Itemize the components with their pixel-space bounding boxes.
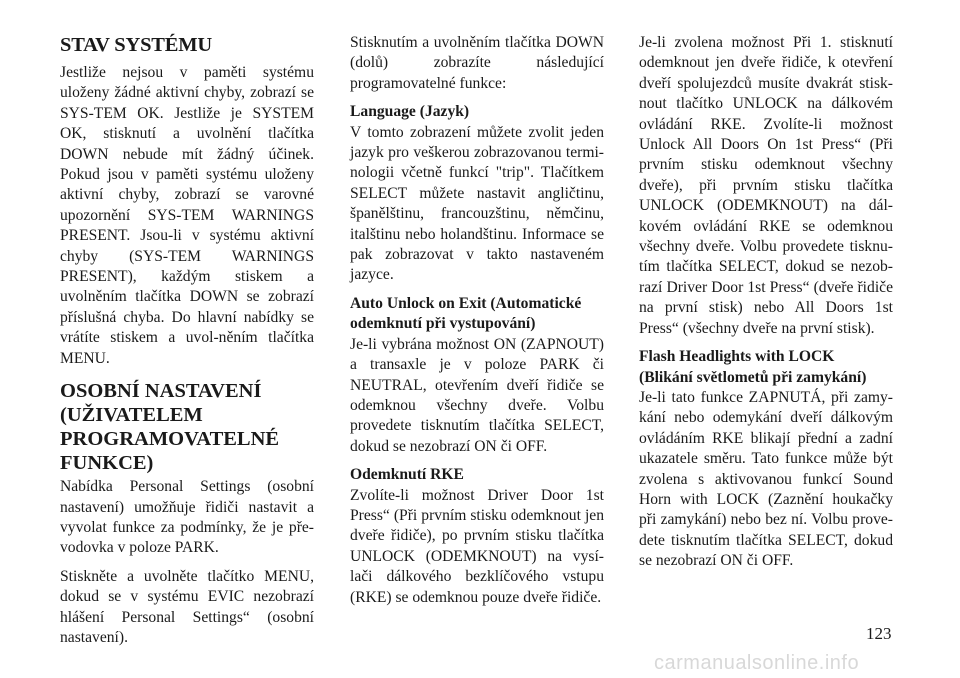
page-number: 123	[866, 624, 892, 643]
heading-system-status: STAV SYSTÉMU	[60, 34, 212, 56]
heading-personal-settings: OSOBNÍ NASTAVENÍ (UŽIVATELEM PROGRAMOVATELNÉ FUNKCE)	[60, 380, 280, 475]
heading-flash-headlights-cz: (Blikání světlometů při zamykání)	[639, 368, 867, 386]
column-3	[639, 33, 893, 580]
paragraph-language: V tomto zobrazení můžete zvolit jeden jazyk pro veškerou zobrazovanou termi-nologii včetně funkcí "trip". Tlačítkem SELECT můžete nastavit angličtinu, španělštinu, francouzštinu, němčinu, italštinu nebo holandštinu. Informace se pak zobrazovat v takto nastaveném jazyce.	[350, 123, 604, 284]
paragraph-flash-headlights: Je-li tato funkce ZAPNUTÁ, při zamy-kání nebo odemykání dveří dálkovým ovládáním RKE blikají přední a zadní ukazatele směru. Tato funkce může být zvolena s aktivovanou funkcí Sound Horn with LOCK (Zaznění houkačky při zamykání) nebo bez ní. Volbu prove-dete tisknutím tlačítka SELECT, dokud se nezobrazí ON či OFF.	[639, 388, 893, 570]
paragraph-rke-unlock: Zvolíte-li možnost Driver Door 1st Press“ (Při prvním stisku odemknout jen dveře řidiče), po prvním stisku tlačítka UNLOCK (ODEMKNOUT) na vysí-lači dálkového bezklíčového vstupu (RKE) se odemknou pouze dveře řidiče.	[350, 486, 604, 606]
paragraph-personal-settings-menu: Stiskněte a uvolněte tlačítko MENU, dokud se v systému EVIC nezobrazí hlášení Personal Settings“ (osobní nastavení).	[60, 567, 314, 646]
paragraph-programmable-functions: Stisknutím a uvolněním tlačítka DOWN (dolů) zobrazíte následující programovatelné funkce:	[350, 34, 604, 92]
heading-flash-headlights: Flash Headlights with LOCK	[639, 348, 835, 366]
heading-auto-unlock: Auto Unlock on Exit (Automatické odemknutí při vystupování)	[350, 294, 582, 333]
column-1	[60, 33, 314, 656]
heading-language: Language (Jazyk)	[350, 103, 470, 121]
watermark: carmanualsonline.info	[654, 652, 860, 674]
paragraph-auto-unlock: Je-li vybrána možnost ON (ZAPNOUT) a transaxle je v poloze PARK či NEUTRAL, otevřením dveří řidiče se odemknou všechny dveře. Volbu provedete tisknutím tlačítka SELECT, dokud se nezobrazí ON či OFF.	[350, 335, 604, 455]
heading-rke-unlock: Odemknutí RKE	[350, 466, 464, 484]
paragraph-personal-settings-intro: Nabídka Personal Settings (osobní nastavení) umožňuje řidiči nastavit a vyvolat funkce za podmínky, že je pře-vodovka v poloze PARK.	[60, 478, 314, 557]
paragraph-rke-continued: Je-li zvolena možnost Při 1. stisknutí odemknout jen dveře řidiče, k otevření dveří spolujezdců musíte dvakrát stisk-nout tlačítko UNLOCK na dálkovém ovládání RKE. Zvolíte-li možnost Unlock All Doors On 1st Press“ (Při prvním stisku odemknout všechny dveře), při prvním stisku tlačítka UNLOCK (ODEMKNOUT) na dál-kovém ovládání RKE se odemknou všechny dveře. Volbu provedete tisknu-tím tlačítka SELECT, dokud se nezob-razí Driver Door 1st Press“ (dveře řidiče na první stisk) nebo All Doors 1st Press“ (všechny dveře na první stisk).	[639, 34, 893, 337]
column-2	[350, 33, 604, 616]
paragraph-system-status: Jestliže nejsou v paměti systému uloženy žádné aktivní chyby, zobrazí se SYS-TEM OK. Jestliže je SYSTEM OK, stisknutí a uvolnění tlačítka DOWN nebude mít žádný účinek. Pokud jsou v paměti systému uloženy aktivní chyby, zobrazí se varovné upozornění SYS-TEM WARNINGS PRESENT. Jsou-li v systému aktivní chyby (SYS-TEM WARNINGS PRESENT), každým stiskem a uvolněním tlačítka DOWN se zobrazí příslušná chyba. Do hlavní nabídky se vrátíte stiskem a uvol-něním tlačítka MENU.	[60, 64, 314, 367]
